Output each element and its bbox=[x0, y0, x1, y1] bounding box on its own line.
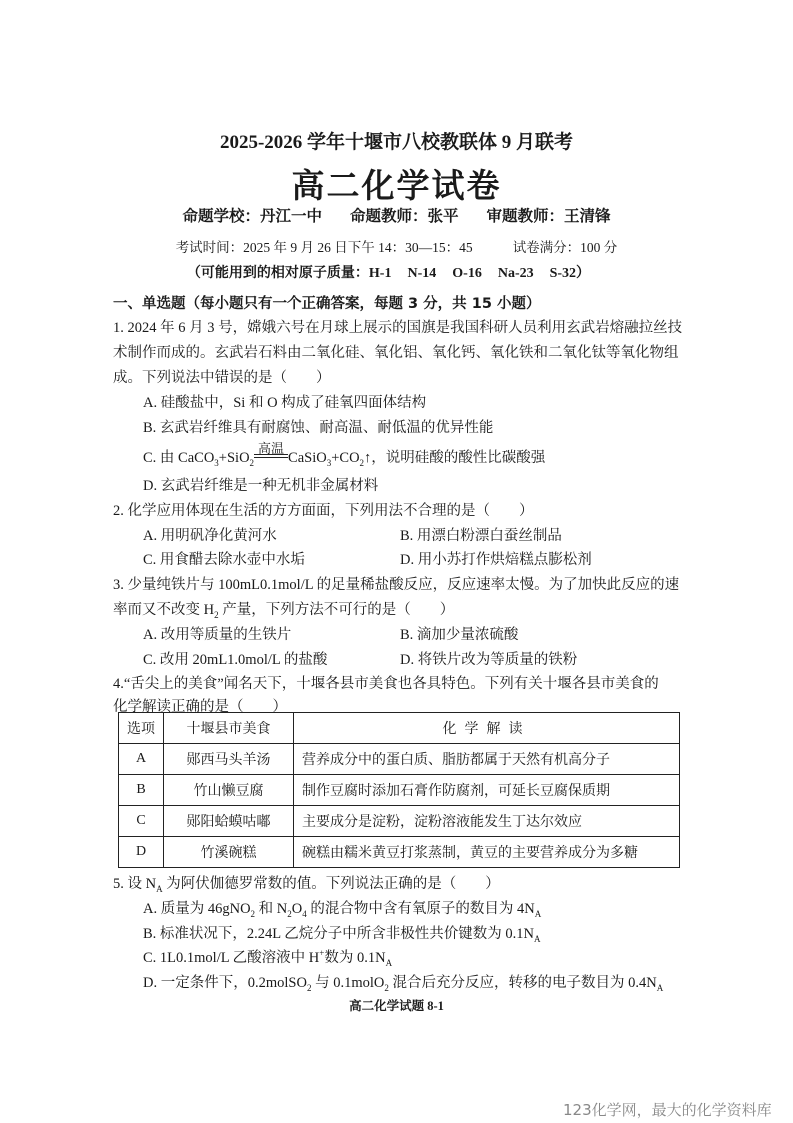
cell: B bbox=[119, 775, 164, 806]
q5-option-d bbox=[143, 971, 663, 992]
q3-option-c: C. 改用 20mL1.0mol/L 的盐酸 bbox=[143, 652, 328, 668]
subscript: 3 bbox=[326, 457, 332, 468]
subscript: 2 bbox=[306, 982, 312, 993]
q1-option-d: D. 玄武岩纤维是一种无机非金属材料 bbox=[143, 478, 379, 494]
table-header-row bbox=[119, 713, 680, 744]
cell: C bbox=[119, 806, 164, 837]
subscript: 2 bbox=[359, 457, 365, 468]
q1-option-a: A. 硅酸盐中，Si 和 O 构成了硅氧四面体结构 bbox=[143, 395, 427, 411]
q3-stem bbox=[113, 598, 454, 619]
school: 命题学校：丹江一中 bbox=[182, 207, 322, 225]
atomic-mass: N-14 bbox=[407, 266, 437, 281]
q2-option-b: B. 用漂白粉漂白蚕丝制品 bbox=[400, 528, 562, 544]
q2-stem: 2. 化学应用体现在生活的方方面面，下列用法不合理的是（ ） bbox=[113, 503, 534, 519]
exam-title: 2025-2026 学年十堰市八校教联体 9 月联考 bbox=[219, 132, 574, 153]
column-header: 十堰县市美食 bbox=[164, 713, 294, 744]
page-footer: 高二化学试题 8-1 bbox=[349, 999, 444, 1013]
text-run: CaSiO bbox=[288, 450, 327, 466]
subscript: A bbox=[385, 957, 393, 968]
subscript: 2 bbox=[249, 457, 255, 468]
text-run: +CO bbox=[331, 450, 360, 466]
full-score: 试卷满分：100 分 bbox=[512, 240, 618, 255]
q2-option-c: C. 用食醋去除水壶中水垢 bbox=[143, 552, 305, 568]
text-run: 5. 设 N bbox=[113, 876, 157, 892]
text-run: 的混合物中含有氧原子的数目为 4N bbox=[306, 901, 535, 917]
cell: 竹溪碗糕 bbox=[164, 837, 294, 868]
subscript: A bbox=[156, 883, 163, 894]
subscript: 2 bbox=[384, 982, 389, 993]
q3-option-b: B. 滴加少量浓硫酸 bbox=[400, 627, 519, 643]
q5-option-a bbox=[143, 897, 541, 918]
subscript: 3 bbox=[214, 457, 219, 468]
q1-option-c bbox=[143, 441, 546, 468]
atomic-mass: O-16 bbox=[452, 266, 482, 281]
subscript: 4 bbox=[302, 908, 307, 919]
text-run: 产量，下列方法不可行的是（ ） bbox=[218, 602, 455, 618]
atomic-masses bbox=[0, 262, 793, 282]
paper-title: 高二化学试卷 bbox=[291, 169, 502, 205]
text-run: O bbox=[291, 901, 303, 917]
text-run: 与 0.1molO bbox=[311, 975, 385, 991]
cell: D bbox=[119, 837, 164, 868]
text-run: 和 N bbox=[255, 901, 288, 917]
subscript: A bbox=[656, 982, 664, 993]
table-row bbox=[119, 806, 680, 837]
q1-stem: 成。下列说法中错误的是（ ） bbox=[113, 370, 331, 386]
cell: 郧阳蛤蟆咕嘟 bbox=[164, 806, 294, 837]
subscript: A bbox=[534, 908, 542, 919]
subscript: 2 bbox=[214, 609, 219, 620]
author: 命题教师：张平 bbox=[349, 207, 459, 225]
q2-option-d: D. 用小苏打作烘焙糕点膨松剂 bbox=[400, 552, 592, 568]
q1-stem: 1. 2024 年 6 月 3 号，嫦娥六号在月球上展示的国旗是我国科研人员利用玄武岩熔融拉丝技 bbox=[113, 320, 683, 336]
reviewer: 审题教师：王清锋 bbox=[486, 207, 611, 225]
cell: 竹山懒豆腐 bbox=[164, 775, 294, 806]
q4-stem: 化学解读正确的是（ ） bbox=[113, 699, 287, 715]
atomic-mass: Na-23 bbox=[497, 266, 534, 281]
text-run: A. 质量为 46gNO bbox=[143, 901, 251, 917]
subscript: A bbox=[533, 933, 541, 944]
subscript: 2 bbox=[287, 908, 292, 919]
q3-option-d: D. 将铁片改为等质量的铁粉 bbox=[400, 652, 578, 668]
section-heading: 一、单选题（每小题只有一个正确答案，每题 3 分，共 15 小题） bbox=[113, 296, 541, 312]
q4-stem: 4.“舌尖上的美食”闻名天下，十堰各县市美食也各具特色。下列有关十堰各县市美食的 bbox=[113, 676, 659, 692]
text-run: 混合后充分反应，转移的电子数目为 0.4N bbox=[388, 975, 657, 991]
q2-option-a: A. 用明矾净化黄河水 bbox=[143, 528, 277, 544]
cell: A bbox=[119, 744, 164, 775]
table-row bbox=[119, 775, 680, 806]
subscript: 2 bbox=[250, 908, 256, 919]
text-run: C. 由 CaCO bbox=[143, 450, 215, 466]
cell: 主要成分是淀粉，淀粉溶液能发生丁达尔效应 bbox=[294, 806, 680, 837]
q5-option-b bbox=[143, 922, 540, 943]
equation-left bbox=[143, 450, 254, 466]
text-run: +SiO bbox=[218, 450, 250, 466]
exam-time: 考试时间：2025 年 9 月 26 日下午 14：30—15：45 bbox=[175, 240, 473, 255]
table-row bbox=[119, 744, 680, 775]
q5-stem bbox=[113, 872, 500, 893]
text-run: 为阿伏伽德罗常数的值。下列说法正确的是（ ） bbox=[162, 876, 500, 892]
reaction-condition: 高温 bbox=[258, 441, 285, 456]
q4-table bbox=[118, 712, 680, 868]
cell: 郧西马头羊汤 bbox=[164, 744, 294, 775]
cell: 制作豆腐时添加石膏作防腐剂，可延长豆腐保质期 bbox=[294, 775, 680, 806]
equation-right bbox=[288, 450, 545, 466]
cell: 营养成分中的蛋白质、脂肪都属于天然有机高分子 bbox=[294, 744, 680, 775]
atomic-mass: （可能用到的相对原子质量：H-1 bbox=[186, 266, 392, 281]
column-header: 选项 bbox=[119, 713, 164, 744]
q1-option-b: B. 玄武岩纤维具有耐腐蚀、耐高温、耐低温的优异性能 bbox=[143, 420, 494, 436]
cell: 碗糕由糯米黄豆打浆蒸制，黄豆的主要营养成分为多糖 bbox=[294, 837, 680, 868]
watermark: 123化学网，最大的化学资料库 bbox=[563, 1101, 772, 1119]
text-run: B. 标准状况下，2.24L 乙烷分子中所含非极性共价键数为 0.1N bbox=[143, 926, 534, 942]
text-run: D. 一定条件下，0.2molSO bbox=[143, 975, 307, 991]
text-run: C. 1L0.1mol/L 乙酸溶液中 H bbox=[143, 950, 320, 966]
atomic-mass: S-32） bbox=[549, 266, 591, 281]
author-line bbox=[0, 204, 793, 226]
text-run: ↑，说明硅酸的酸性比碳酸强 bbox=[364, 450, 546, 466]
text-run: 率而又不改变 H bbox=[113, 602, 215, 618]
exam-info bbox=[0, 236, 793, 256]
q5-option-c bbox=[143, 946, 392, 967]
supscript: + bbox=[319, 948, 325, 959]
text-run: 数为 0.1N bbox=[324, 950, 386, 966]
column-header: 化学解读 bbox=[294, 713, 680, 744]
table-row bbox=[119, 837, 680, 868]
reaction-arrow bbox=[254, 441, 288, 462]
q3-option-a: A. 改用等质量的生铁片 bbox=[143, 627, 292, 643]
q3-stem: 3. 少量纯铁片与 100mL0.1mol/L 的足量稀盐酸反应，反应速率太慢。为了加快此反应的速 bbox=[113, 577, 680, 593]
q1-stem: 术制作而成的。玄武岩石料由二氧化硅、氧化铝、氧化钙、氧化铁和二氧化钛等氧化物组 bbox=[113, 345, 679, 361]
